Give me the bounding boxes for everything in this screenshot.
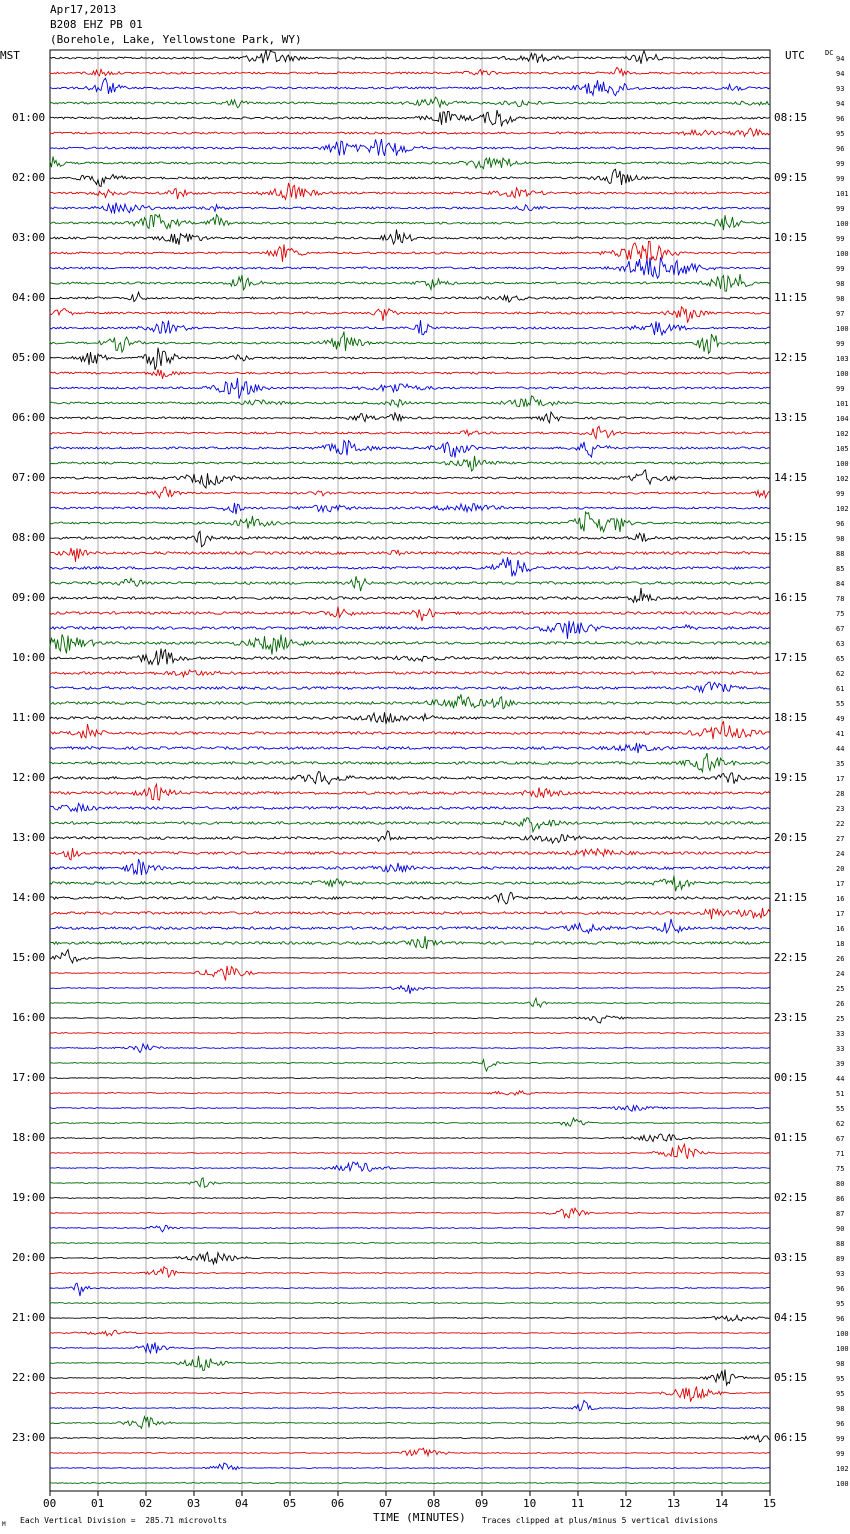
mst-hour-label: 03:00: [12, 231, 46, 244]
seismic-trace: [50, 139, 770, 156]
seismic-trace: [50, 712, 770, 724]
dc-offset-value: 90: [836, 1225, 845, 1233]
mst-hour-label: 19:00: [12, 1191, 46, 1204]
x-tick-label: 02: [139, 1497, 153, 1510]
dc-offset-value: 49: [836, 715, 845, 723]
dc-offset-value: 89: [836, 1255, 845, 1263]
dc-offset-value: 105: [836, 445, 849, 453]
dc-offset-value: 27: [836, 835, 845, 843]
seismic-trace: [50, 1448, 770, 1456]
dc-offset-value: 100: [836, 1345, 849, 1353]
utc-axis-label: UTC: [785, 49, 805, 62]
seismic-trace: [50, 753, 770, 772]
seismic-trace: [50, 892, 770, 904]
dc-offset-value: 95: [836, 130, 845, 138]
dc-offset-value: 95: [836, 1375, 845, 1383]
dc-offset-value: 85: [836, 565, 845, 573]
mst-axis-label: MST: [0, 49, 20, 62]
dc-offset-value: 103: [836, 355, 849, 363]
seismic-trace: [50, 670, 770, 677]
dc-offset-value: 62: [836, 670, 845, 678]
dc-offset-value: 75: [836, 610, 845, 618]
utc-hour-label: 16:15: [774, 591, 808, 604]
dc-offset-value: 100: [836, 220, 849, 228]
dc-offset-value: 26: [836, 955, 845, 963]
dc-offset-value: 95: [836, 1390, 845, 1398]
seismic-trace: [50, 1303, 770, 1304]
clip-note: Traces clipped at plus/minus 5 vertical divisions: [482, 1516, 719, 1525]
dc-offset-value: 26: [836, 1000, 845, 1008]
mst-hour-label: 10:00: [12, 651, 46, 664]
mst-hour-label: 17:00: [12, 1071, 46, 1084]
seismic-trace: [50, 576, 770, 591]
dc-offset-value: 17: [836, 880, 845, 888]
plot-date: Apr17,2013: [50, 3, 117, 16]
seismic-trace: [50, 649, 770, 666]
utc-hour-label: 14:15: [774, 471, 808, 484]
seismic-trace: [50, 721, 770, 739]
seismic-trace: [50, 215, 770, 231]
station-location: (Borehole, Lake, Yellowstone Park, WY): [50, 33, 302, 46]
seismic-trace: [50, 743, 770, 753]
dc-offset-value: 100: [836, 460, 849, 468]
seismic-trace: [50, 369, 770, 379]
utc-hour-label: 04:15: [774, 1311, 808, 1324]
dc-offset-value: 98: [836, 1405, 845, 1413]
dc-offset-value: 100: [836, 1330, 849, 1338]
dc-offset-value: 96: [836, 520, 845, 528]
utc-hour-label: 17:15: [774, 651, 808, 664]
seismic-trace: [50, 634, 770, 654]
mst-hour-label: 23:00: [12, 1431, 46, 1444]
mst-hour-label: 14:00: [12, 891, 46, 904]
dc-offset-value: 99: [836, 385, 845, 393]
seismic-trace: [50, 456, 770, 471]
x-tick-label: 01: [91, 1497, 105, 1510]
x-tick-label: 04: [235, 1497, 249, 1510]
utc-hour-label: 21:15: [774, 891, 808, 904]
mst-hour-label: 21:00: [12, 1311, 46, 1324]
dc-column-label: DC: [825, 49, 834, 57]
seismic-trace: [50, 621, 770, 639]
dc-offset-value: 99: [836, 235, 845, 243]
seismic-trace: [50, 936, 770, 949]
dc-offset-value: 99: [836, 205, 845, 213]
dc-offset-value: 99: [836, 340, 845, 348]
seismic-trace: [50, 919, 770, 933]
seismic-trace: [50, 1106, 770, 1112]
seismic-trace: [50, 1078, 770, 1079]
x-tick-label: 15: [763, 1497, 777, 1510]
mst-hour-label: 09:00: [12, 591, 46, 604]
seismic-trace: [50, 78, 770, 96]
seismic-trace: [50, 487, 770, 498]
dc-offset-value: 98: [836, 1360, 845, 1368]
dc-offset-value: 87: [836, 1210, 845, 1218]
mst-hour-label: 22:00: [12, 1371, 46, 1384]
seismic-trace: [50, 966, 770, 981]
dc-offset-value: 96: [836, 1285, 845, 1293]
dc-offset-value: 20: [836, 865, 845, 873]
dc-offset-value: 75: [836, 1165, 845, 1173]
seismic-trace: [50, 128, 770, 136]
dc-offset-value: 65: [836, 655, 845, 663]
dc-offset-value: 104: [836, 415, 849, 423]
dc-offset-value: 61: [836, 685, 845, 693]
dc-offset-value: 23: [836, 805, 845, 813]
seismic-trace: [50, 831, 770, 844]
dc-offset-value: 22: [836, 820, 845, 828]
dc-offset-value: 25: [836, 985, 845, 993]
dc-offset-value: 95: [836, 1300, 845, 1308]
seismic-trace: [50, 1225, 770, 1231]
seismic-trace: [50, 1370, 770, 1386]
mst-hour-label: 05:00: [12, 351, 46, 364]
dc-offset-value: 25: [836, 1015, 845, 1023]
seismic-trace: [50, 1208, 770, 1218]
dc-offset-value: 94: [836, 100, 845, 108]
seismic-trace: [50, 531, 770, 546]
seismic-trace: [50, 1463, 770, 1470]
seismic-trace: [50, 1330, 770, 1336]
seismic-trace: [50, 183, 770, 199]
dc-offset-value: 94: [836, 70, 845, 78]
seismic-trace: [50, 50, 770, 64]
utc-hour-label: 06:15: [774, 1431, 808, 1444]
utc-hour-label: 00:15: [774, 1071, 808, 1084]
seismic-trace: [50, 950, 770, 963]
dc-offset-value: 44: [836, 745, 845, 753]
seismic-trace: [50, 1144, 770, 1159]
x-tick-label: 12: [619, 1497, 633, 1510]
utc-hour-label: 11:15: [774, 291, 808, 304]
seismic-trace: [50, 426, 770, 438]
seismic-trace: [50, 412, 770, 423]
x-tick-label: 00: [43, 1497, 57, 1510]
mst-hour-label: 02:00: [12, 171, 46, 184]
seismic-trace: [50, 503, 770, 514]
dc-offset-value: 80: [836, 1180, 845, 1188]
dc-offset-value: 99: [836, 160, 845, 168]
dc-offset-value: 86: [836, 1195, 845, 1203]
dc-offset-value: 100: [836, 325, 849, 333]
seismic-trace: [50, 1267, 770, 1277]
dc-offset-value: 17: [836, 775, 845, 783]
dc-offset-value: 18: [836, 940, 845, 948]
dc-offset-value: 99: [836, 1450, 845, 1458]
seismic-trace: [50, 908, 770, 919]
dc-offset-value: 28: [836, 790, 845, 798]
dc-offset-value: 97: [836, 310, 845, 318]
dc-offset-value: 55: [836, 1105, 845, 1113]
seismic-trace: [50, 470, 770, 488]
utc-hour-label: 15:15: [774, 531, 808, 544]
seismic-trace: [50, 848, 770, 860]
x-tick-label: 09: [475, 1497, 489, 1510]
dc-offset-value: 39: [836, 1060, 845, 1068]
utc-hour-label: 08:15: [774, 111, 808, 124]
dc-offset-value: 102: [836, 1465, 849, 1473]
dc-offset-value: 44: [836, 1075, 845, 1083]
utc-hour-label: 23:15: [774, 1011, 808, 1024]
seismic-trace: [50, 1198, 770, 1199]
seismic-trace: [50, 607, 770, 622]
mst-hour-label: 20:00: [12, 1251, 46, 1264]
seismic-trace: [50, 1252, 770, 1264]
seismic-trace: [50, 1162, 770, 1171]
dc-offset-value: 33: [836, 1045, 845, 1053]
x-tick-label: 05: [283, 1497, 297, 1510]
dc-offset-value: 63: [836, 640, 845, 648]
x-tick-label: 11: [571, 1497, 585, 1510]
dc-offset-value: 62: [836, 1120, 845, 1128]
dc-offset-value: 17: [836, 910, 845, 918]
seismic-trace: [50, 588, 770, 603]
dc-offset-value: 99: [836, 265, 845, 273]
seismic-trace: [50, 274, 770, 291]
dc-offset-value: 101: [836, 400, 849, 408]
seismic-trace: [50, 292, 770, 302]
mst-hour-label: 11:00: [12, 711, 46, 724]
dc-offset-value: 78: [836, 595, 845, 603]
seismic-trace: [50, 682, 770, 692]
seismic-trace: [50, 157, 770, 169]
seismic-trace: [50, 1016, 770, 1023]
dc-offset-value: 102: [836, 505, 849, 513]
x-tick-label: 06: [331, 1497, 345, 1510]
dc-offset-value: 101: [836, 190, 849, 198]
x-axis-title: TIME (MINUTES): [373, 1511, 466, 1524]
corner-mark: M: [2, 1521, 6, 1528]
x-tick-label: 07: [379, 1497, 393, 1510]
dc-offset-value: 94: [836, 55, 845, 63]
dc-offset-value: 99: [836, 490, 845, 498]
x-tick-label: 10: [523, 1497, 537, 1510]
utc-hour-label: 12:15: [774, 351, 808, 364]
seismic-trace: [50, 1356, 770, 1371]
plot-frame: [50, 50, 770, 1491]
utc-hour-label: 22:15: [774, 951, 808, 964]
dc-offset-value: 100: [836, 1480, 849, 1488]
dc-offset-value: 100: [836, 250, 849, 258]
seismic-trace: [50, 1283, 770, 1296]
dc-offset-value: 33: [836, 1030, 845, 1038]
seismic-trace: [50, 1315, 770, 1321]
utc-hour-label: 01:15: [774, 1131, 808, 1144]
utc-hour-label: 05:15: [774, 1371, 808, 1384]
seismic-trace: [50, 110, 770, 127]
seismic-trace: [50, 1044, 770, 1053]
seismic-trace: [50, 67, 770, 75]
seismic-trace: [50, 784, 770, 800]
seismic-trace: [50, 1060, 770, 1072]
seismic-trace: [50, 1134, 770, 1142]
dc-offset-value: 96: [836, 145, 845, 153]
dc-offset-value: 100: [836, 370, 849, 378]
seismic-trace: [50, 1091, 770, 1095]
x-tick-label: 13: [667, 1497, 681, 1510]
dc-offset-value: 102: [836, 475, 849, 483]
dc-offset-value: 98: [836, 535, 845, 543]
seismic-trace: [50, 1178, 770, 1188]
seismic-trace: [50, 348, 770, 370]
dc-offset-value: 98: [836, 280, 845, 288]
utc-hour-label: 09:15: [774, 171, 808, 184]
mst-hour-label: 07:00: [12, 471, 46, 484]
seismic-trace: [50, 320, 770, 335]
seismic-trace: [50, 818, 770, 832]
dc-offset-value: 102: [836, 430, 849, 438]
mst-hour-label: 08:00: [12, 531, 46, 544]
dc-offset-value: 99: [836, 1435, 845, 1443]
utc-hour-label: 10:15: [774, 231, 808, 244]
x-tick-label: 03: [187, 1497, 201, 1510]
seismic-trace: [50, 694, 770, 709]
dc-offset-value: 16: [836, 925, 845, 933]
x-tick-label: 08: [427, 1497, 441, 1510]
seismic-trace: [50, 985, 770, 994]
seismic-trace: [50, 1417, 770, 1429]
seismic-trace: [50, 307, 770, 323]
seismic-trace: [50, 1243, 770, 1244]
dc-offset-value: 55: [836, 700, 845, 708]
seismic-trace: [50, 998, 770, 1007]
utc-hour-label: 20:15: [774, 831, 808, 844]
utc-hour-label: 13:15: [774, 411, 808, 424]
seismic-trace: [50, 859, 770, 875]
dc-offset-value: 24: [836, 850, 845, 858]
mst-hour-label: 04:00: [12, 291, 46, 304]
mst-hour-label: 18:00: [12, 1131, 46, 1144]
scale-note: Each Vertical Division = 285.71 microvolts: [20, 1516, 228, 1525]
dc-offset-value: 24: [836, 970, 845, 978]
x-tick-label: 14: [715, 1497, 729, 1510]
seismic-trace: [50, 1033, 770, 1034]
seismic-trace: [50, 169, 770, 186]
dc-offset-value: 84: [836, 580, 845, 588]
utc-hour-label: 18:15: [774, 711, 808, 724]
seismic-trace: [50, 1435, 770, 1442]
seismic-trace: [50, 548, 770, 562]
seismic-trace: [50, 1118, 770, 1126]
dc-offset-value: 41: [836, 730, 845, 738]
mst-hour-label: 16:00: [12, 1011, 46, 1024]
utc-hour-label: 19:15: [774, 771, 808, 784]
mst-hour-label: 12:00: [12, 771, 46, 784]
dc-offset-value: 67: [836, 1135, 845, 1143]
dc-offset-value: 99: [836, 175, 845, 183]
seismic-trace: [50, 1483, 770, 1484]
station-code: B208 EHZ PB 01: [50, 18, 143, 31]
dc-offset-value: 88: [836, 1240, 845, 1248]
seismic-trace: [50, 557, 770, 576]
seismic-trace: [50, 441, 770, 458]
seismic-trace: [50, 876, 770, 892]
dc-offset-value: 71: [836, 1150, 845, 1158]
dc-offset-value: 88: [836, 550, 845, 558]
seismic-trace: [50, 1342, 770, 1353]
seismic-trace: [50, 1387, 770, 1402]
dc-offset-value: 96: [836, 1420, 845, 1428]
mst-hour-label: 01:00: [12, 111, 46, 124]
mst-hour-label: 15:00: [12, 951, 46, 964]
dc-offset-value: 93: [836, 1270, 845, 1278]
seismic-trace: [50, 512, 770, 532]
utc-hour-label: 02:15: [774, 1191, 808, 1204]
dc-offset-value: 96: [836, 115, 845, 123]
utc-hour-label: 03:15: [774, 1251, 808, 1264]
dc-offset-value: 51: [836, 1090, 845, 1098]
dc-offset-value: 35: [836, 760, 845, 768]
seismic-trace: [50, 1400, 770, 1410]
seismic-trace: [50, 241, 770, 261]
dc-offset-value: 93: [836, 85, 845, 93]
dc-offset-value: 67: [836, 625, 845, 633]
dc-offset-value: 16: [836, 895, 845, 903]
seismic-trace: [50, 772, 770, 785]
seismic-trace: [50, 203, 770, 214]
mst-hour-label: 06:00: [12, 411, 46, 424]
seismic-trace: [50, 257, 770, 278]
dc-offset-value: 98: [836, 295, 845, 303]
mst-hour-label: 13:00: [12, 831, 46, 844]
seismic-trace: [50, 396, 770, 407]
seismic-trace: [50, 230, 770, 245]
seismic-trace: [50, 803, 770, 811]
dc-offset-value: 96: [836, 1315, 845, 1323]
seismic-trace: [50, 97, 770, 108]
seismic-trace: [50, 378, 770, 399]
